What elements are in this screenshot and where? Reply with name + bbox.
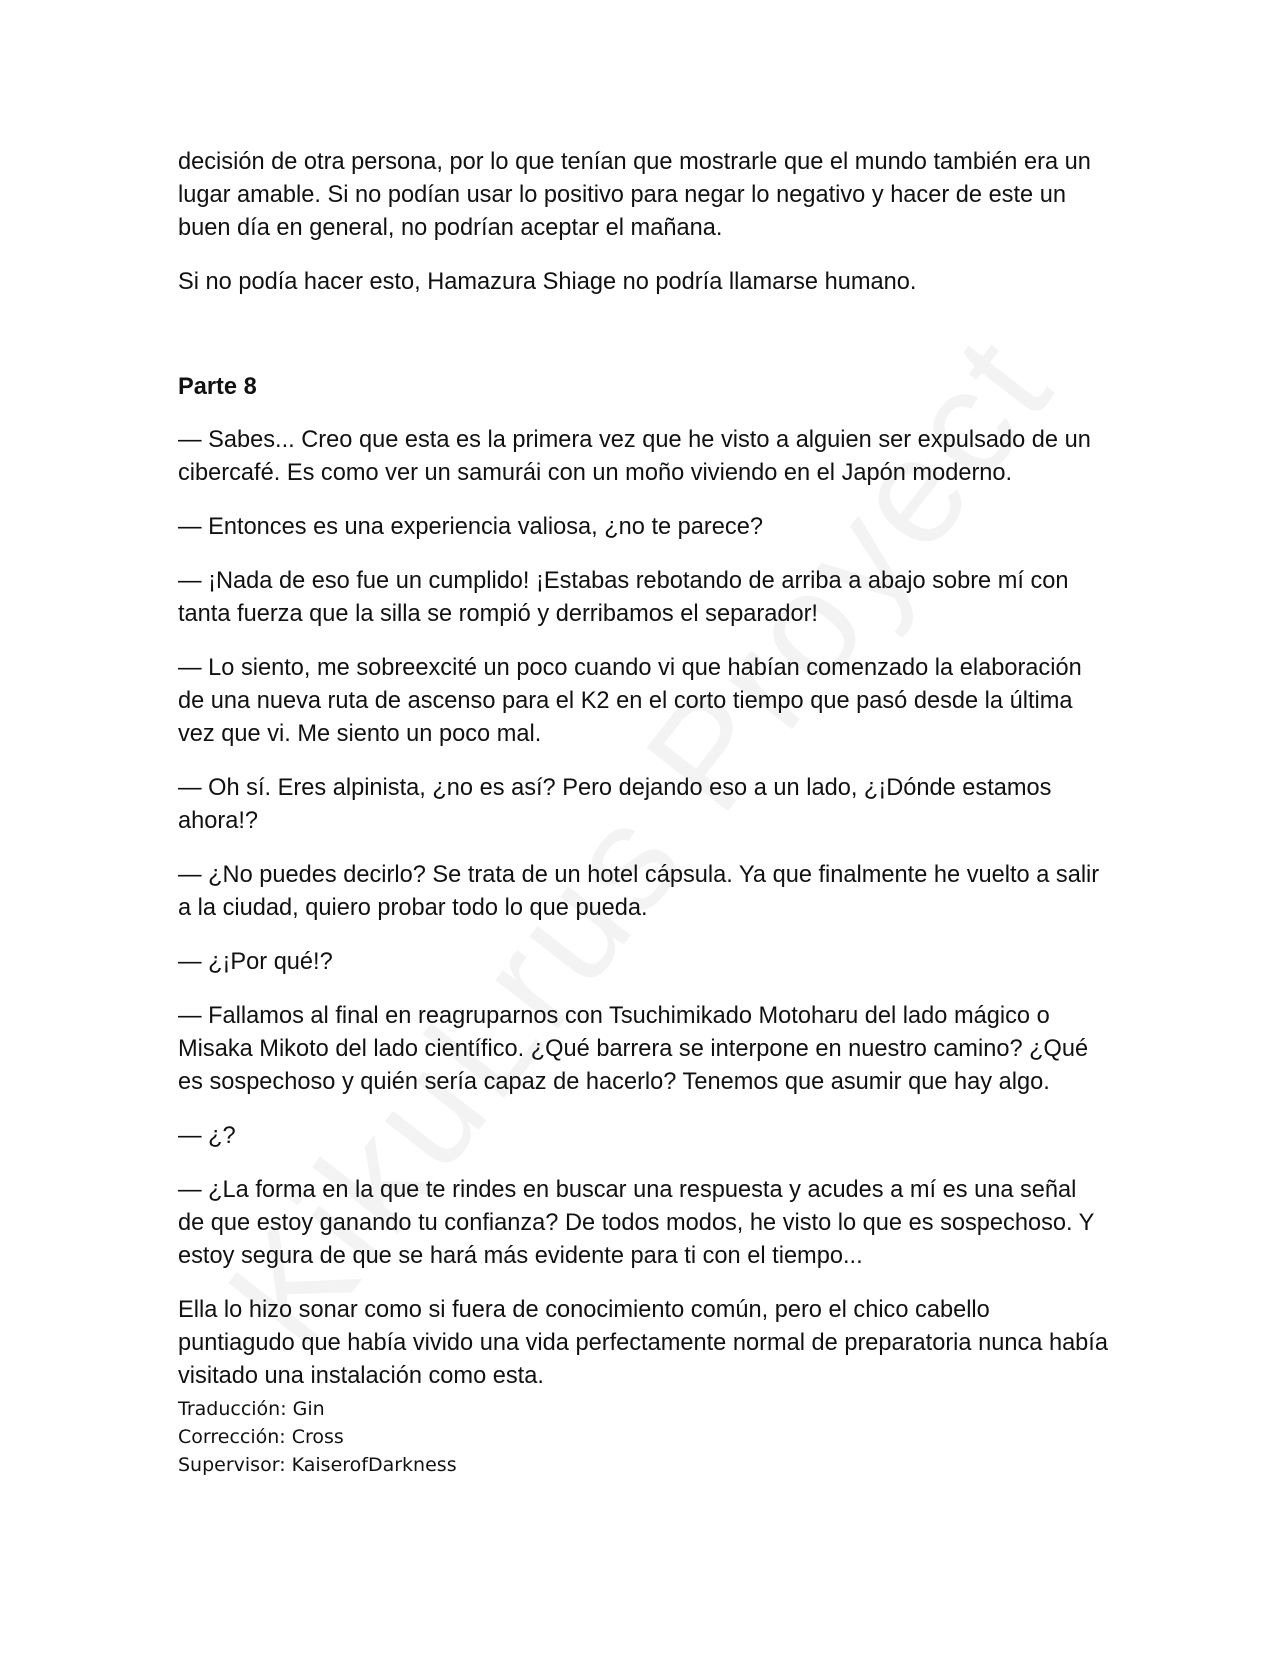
document-body xyxy=(178,146,1108,1479)
dialogue-paragraph: — Entonces es una experiencia valiosa, ¿no te parece? xyxy=(178,514,763,540)
credit-translation: Traducción: Gin xyxy=(178,1398,325,1420)
paragraph: Si no podía hacer esto, Hamazura Shiage no podría llamarse humano. xyxy=(178,269,917,295)
credit-supervisor: Supervisor: KaiserofDarkness xyxy=(178,1454,457,1476)
dialogue-paragraph: — Lo siento, me sobreexcité un poco cuando vi que habían comenzado la elaboración de una nueva ruta de ascenso para el K2 en el corto tiempo que pasó desde la última vez que vi. Me siento un poco mal. xyxy=(178,655,1082,747)
section-heading: Parte 8 xyxy=(178,374,257,400)
dialogue-paragraph: — ¿? xyxy=(178,1123,236,1149)
dialogue-paragraph: — Sabes... Creo que esta es la primera vez que he visto a alguien ser expulsado de un cibercafé. Es como ver un samurái con un moño viviendo en el Japón moderno. xyxy=(178,427,1091,486)
credit-correction: Corrección: Cross xyxy=(178,1426,344,1448)
dialogue-paragraph: — ¿¡Por qué!? xyxy=(178,949,333,975)
dialogue-paragraph: — Fallamos al final en reagruparnos con Tsuchimikado Motoharu del lado mágico o Misaka Mikoto del lado científico. ¿Qué barrera se interpone en nuestro camino? ¿Qué es sospechoso y quién sería capaz de hacerlo? Tenemos que asumir que hay algo. xyxy=(178,1003,1089,1095)
dialogue-paragraph: — ¿La forma en la que te rindes en buscar una respuesta y acudes a mí es una señal de que estoy ganando tu confianza? De todos modos, he visto lo que es sospechoso. Y estoy segura de que se hará más evidente para ti con el tiempo... xyxy=(178,1177,1094,1269)
paragraph: decisión de otra persona, por lo que tenían que mostrarle que el mundo también era un lugar amable. Si no podían usar lo positivo para negar lo negativo y hacer de este un buen día en general, no podrían aceptar el mañana. xyxy=(178,149,1091,241)
credits-block xyxy=(178,1395,1108,1479)
dialogue-paragraph: — ¡Nada de eso fue un cumplido! ¡Estabas rebotando de arriba a abajo sobre mí con tanta fuerza que la silla se rompió y derribamos el separador! xyxy=(178,568,1069,627)
dialogue-paragraph: — ¿No puedes decirlo? Se trata de un hotel cápsula. Ya que finalmente he vuelto a salir a la ciudad, quiero probar todo lo que pueda. xyxy=(178,862,1100,921)
dialogue-paragraph: — Oh sí. Eres alpinista, ¿no es así? Pero dejando eso a un lado, ¿¡Dónde estamos ahora!? xyxy=(178,775,1052,834)
narrative-paragraph: Ella lo hizo sonar como si fuera de conocimiento común, pero el chico cabello puntiagudo que había vivido una vida perfectamente normal de preparatoria nunca había visitado una instalación como esta. xyxy=(178,1297,1108,1389)
